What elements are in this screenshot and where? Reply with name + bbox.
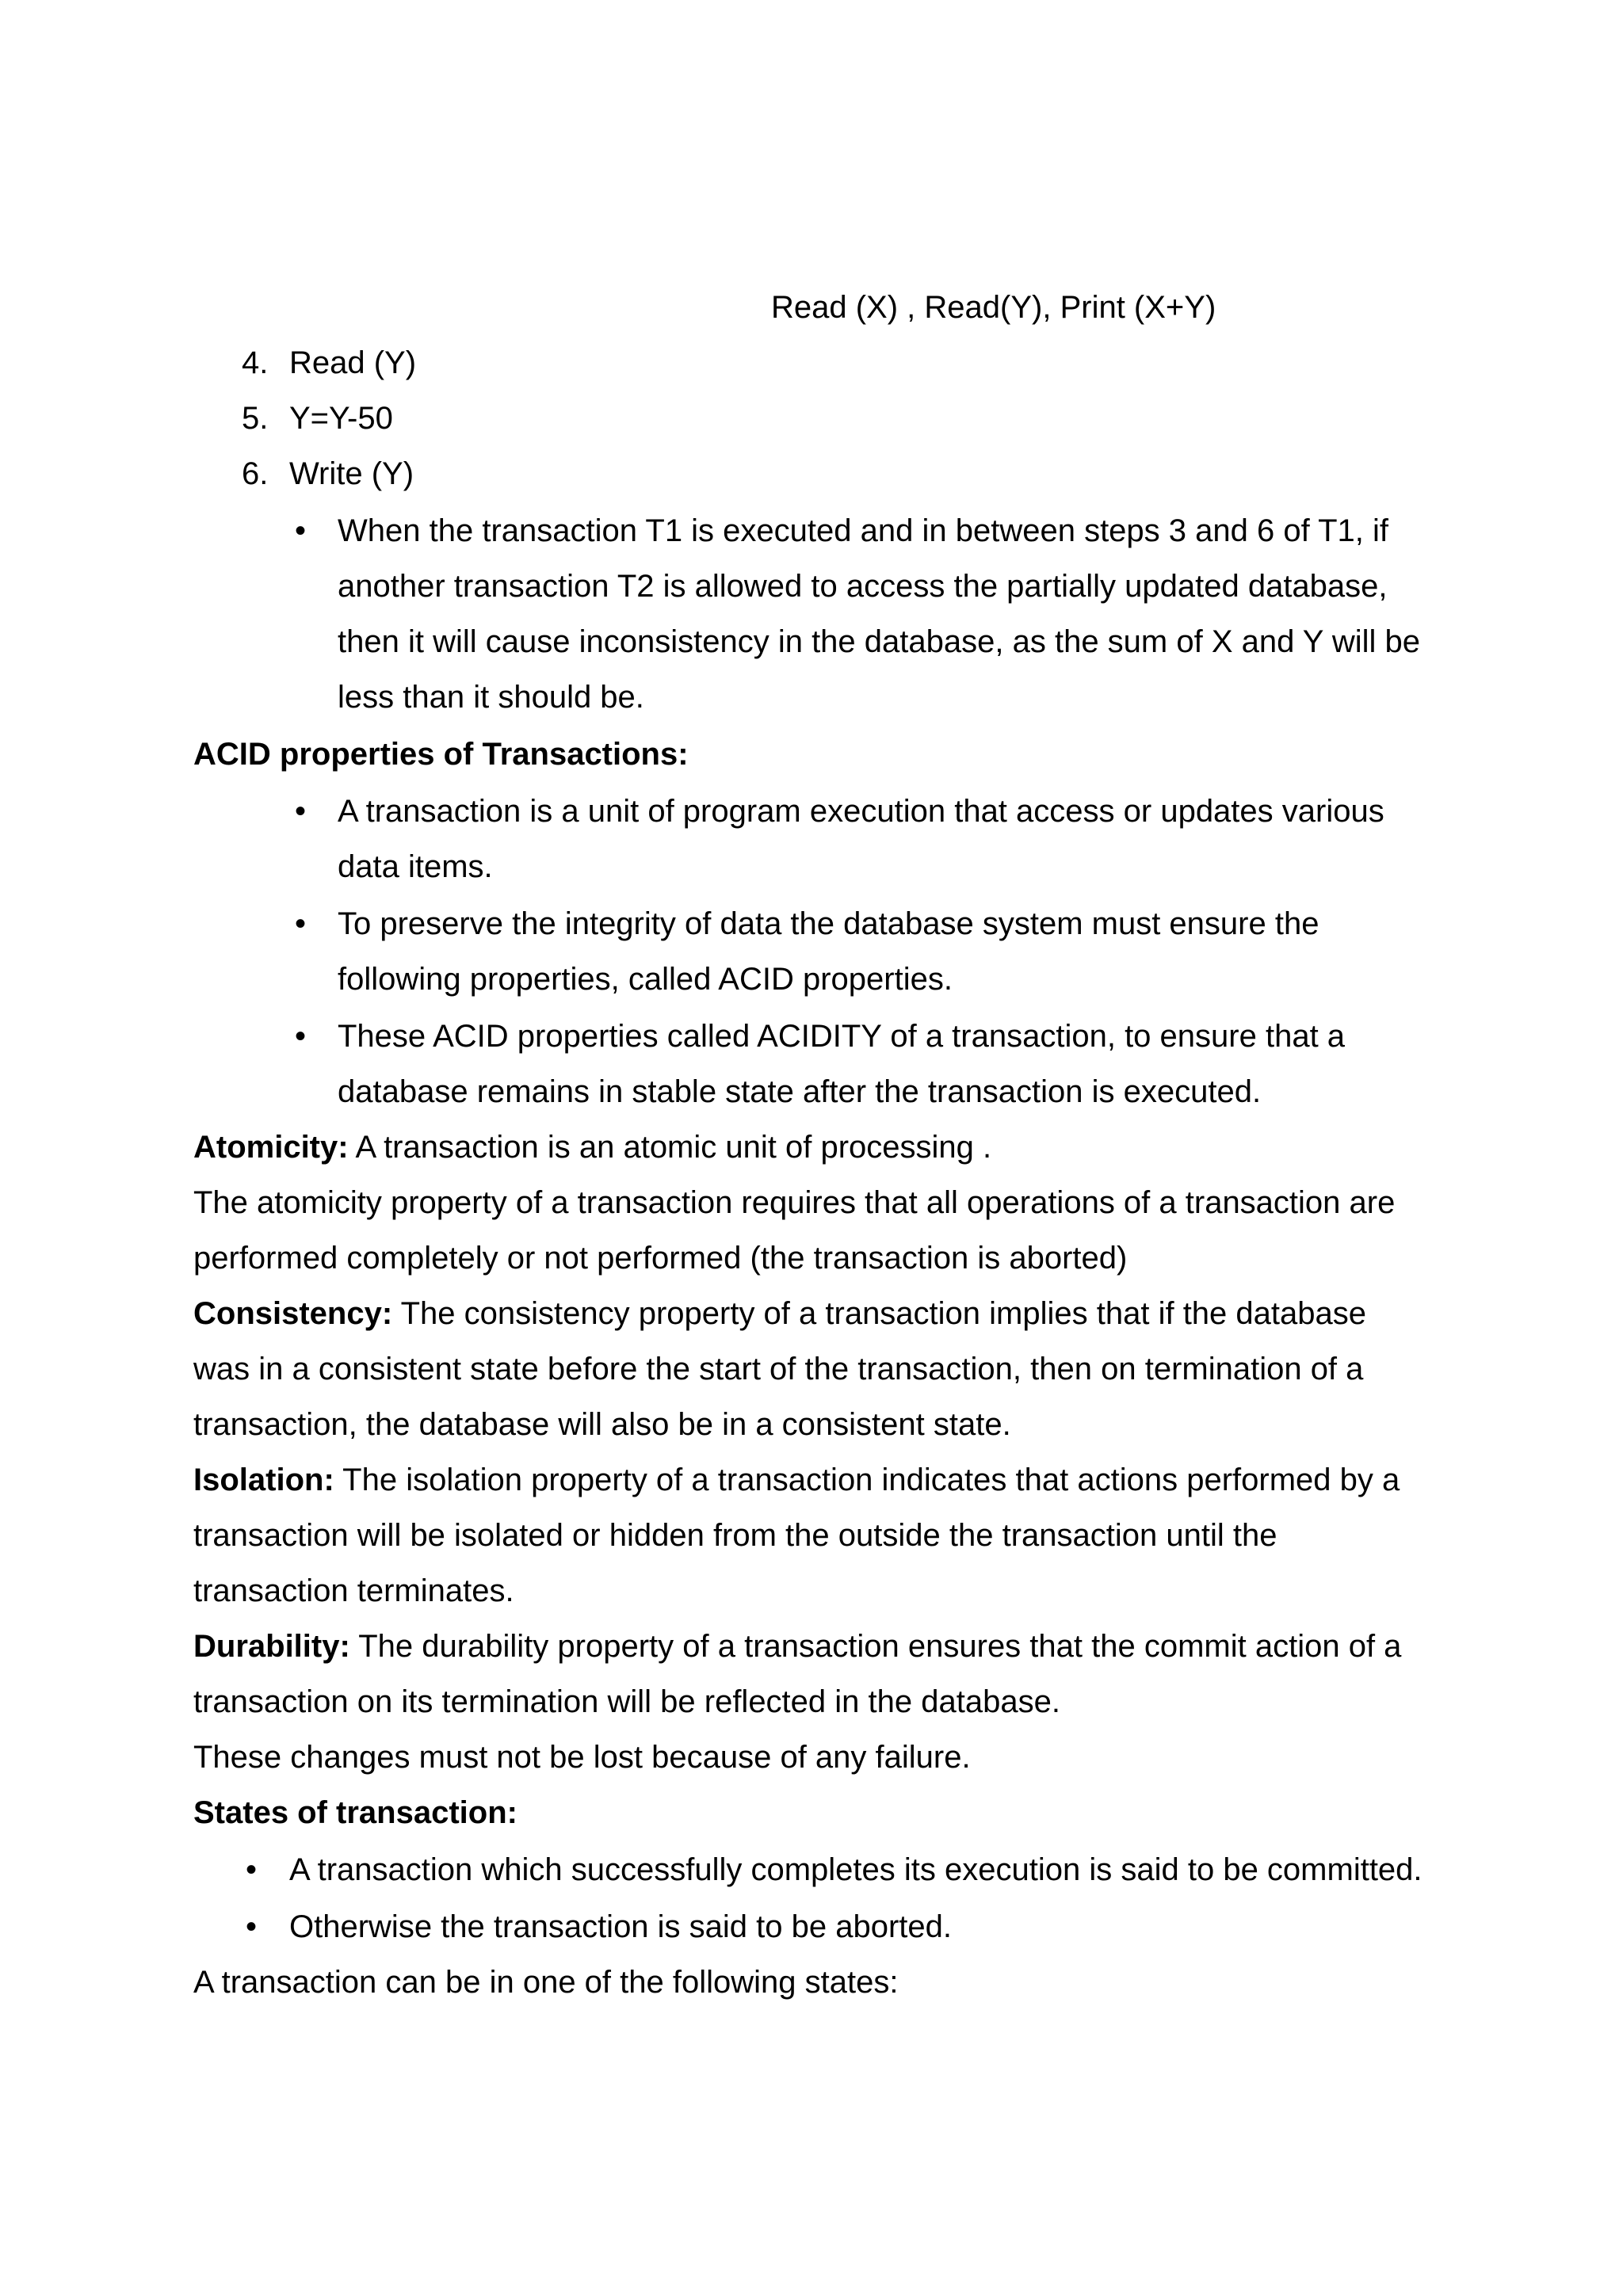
bullet-icon: •	[246, 1852, 258, 1887]
atomicity-label: Atomicity:	[193, 1130, 349, 1165]
bullet-text: A transaction which successfully completes its execution is said to be committed.	[289, 1852, 1423, 1887]
consistency-text: The consistency property of a transaction implies that if the database	[392, 1296, 1366, 1331]
step-number: 4.	[242, 345, 269, 380]
durability-label: Durability:	[193, 1629, 350, 1664]
atomicity-text: A transaction is an atomic unit of processing .	[348, 1130, 992, 1165]
bullet-text: To preserve the integrity of data the database system must ensure the	[338, 906, 1319, 941]
code-line: Read (X) , Read(Y), Print (X+Y)	[771, 290, 1216, 325]
body-line: transaction on its termination will be reflected in the database.	[193, 1684, 1060, 1719]
step-number: 6.	[242, 456, 269, 491]
body-line: A transaction can be in one of the following states:	[193, 1965, 899, 2000]
bullet-text: another transaction T2 is allowed to access the partially updated database,	[338, 569, 1388, 604]
body-line: transaction terminates.	[193, 1573, 514, 1608]
isolation-label: Isolation:	[193, 1463, 334, 1497]
step-text: Write (Y)	[289, 456, 414, 491]
isolation-text: The isolation property of a transaction indicates that actions performed by a	[334, 1463, 1400, 1497]
atomicity-paragraph	[193, 1128, 991, 1166]
isolation-paragraph	[193, 1461, 1400, 1499]
body-line: These changes must not be lost because of any failure.	[193, 1740, 971, 1775]
step-number: 5.	[242, 401, 269, 436]
body-line: performed completely or not performed (the transaction is aborted)	[193, 1241, 1128, 1276]
bullet-text: database remains in stable state after the transaction is executed.	[338, 1074, 1262, 1109]
durability-paragraph	[193, 1627, 1401, 1665]
body-line: transaction will be isolated or hidden from the outside the transaction until the	[193, 1518, 1277, 1553]
step-text: Y=Y-50	[289, 401, 393, 436]
bullet-text: data items.	[338, 849, 493, 884]
bullet-icon: •	[295, 794, 307, 829]
bullet-icon: •	[295, 906, 307, 941]
bullet-text: following properties, called ACID properties.	[338, 962, 953, 997]
bullet-text: When the transaction T1 is executed and in between steps 3 and 6 of T1, if	[338, 513, 1389, 548]
bullet-text: Otherwise the transaction is said to be aborted.	[289, 1909, 953, 1944]
consistency-paragraph	[193, 1295, 1366, 1333]
step-text: Read (Y)	[289, 345, 417, 380]
bullet-icon: •	[246, 1909, 258, 1944]
body-line: transaction, the database will also be in a consistent state.	[193, 1407, 1011, 1442]
bullet-text: then it will cause inconsistency in the database, as the sum of X and Y will be	[338, 624, 1420, 659]
bullet-icon: •	[295, 1019, 307, 1054]
bullet-text: less than it should be.	[338, 680, 644, 715]
bullet-text: A transaction is a unit of program execution that access or updates various	[338, 794, 1384, 829]
body-line: was in a consistent state before the start of the transaction, then on termination of a	[193, 1352, 1364, 1386]
durability-text: The durability property of a transaction ensures that the commit action of a	[349, 1629, 1402, 1664]
consistency-label: Consistency:	[193, 1296, 393, 1331]
bullet-icon: •	[295, 513, 307, 548]
body-line: The atomicity property of a transaction requires that all operations of a transaction are	[193, 1185, 1396, 1220]
bullet-text: These ACID properties called ACIDITY of a transaction, to ensure that a	[338, 1019, 1346, 1054]
section-heading: ACID properties of Transactions:	[193, 737, 689, 772]
section-heading: States of transaction:	[193, 1795, 517, 1830]
